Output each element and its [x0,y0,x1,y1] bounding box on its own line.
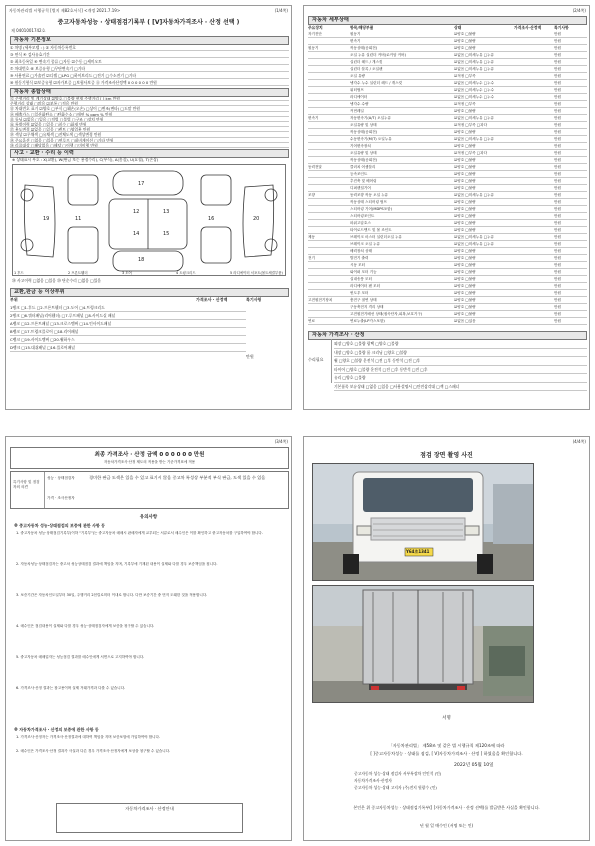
detail-item: 실린더 헤드 / 개스킷 [350,60,383,64]
detail-row [308,31,587,38]
special-notes-label: 특기사항 및 점검자의 의견 [11,472,45,508]
detail-status: ☑양호 □불량 [454,144,476,148]
detail-item: 스티어링조인트 [350,214,375,218]
diagram-part-number: 17 [138,181,145,187]
law-text-2: [ ]중고자동차성능 · 상태를 점검, [ V]자동차가격조사 · 산정 ] 하였음을 확인합니다. [370,751,523,756]
overall-status-row: ⑰ 용도변경 ☑없음 □있음 □렌트 □영업용 만원 [10,127,289,132]
detail-item: 연료누출(LP가스포함) [350,319,385,323]
detail-status: ☑없음 □미세누유 □누유 [454,67,495,71]
detail-item: 라디에이터 [350,95,368,99]
part-legend-item: 1 후드 [14,271,24,275]
detail-row [308,52,587,59]
detail-category: 원동기 [308,46,319,50]
detail-item: 와이퍼 모터 기능 [350,270,377,274]
detail-item: 스티어링 기어(MDPS포함) [350,207,393,211]
detail-unit: 만원 [554,228,561,232]
detail-row [308,290,587,297]
detail-item: 발전기 출력 [350,256,369,260]
detail-unit: 만원 [554,270,561,274]
detail-item: 라디에이터 팬 모터 [350,284,381,288]
notice-head: ※ 중고자동차 성능·상태점검의 보증에 관한 사항 등 [14,523,106,528]
part-legend-item: 3 도어 [122,271,132,275]
detail-unit: 만원 [554,305,561,309]
detail-status: ☑양호 □불량 [454,263,476,267]
assessment-guide-box [56,803,243,833]
truck-front-svg [313,464,533,580]
detail-unit: 만원 [554,53,561,57]
exchange-column-header: 부위 [10,297,18,302]
detail-status: ☑양호 □불량 [454,228,476,232]
detail-row [308,80,587,87]
detail-row [308,38,587,45]
overall-status-row: ⑭ 배출가스 □일산화탄소 □탄화수소 □매연 % ppm % 만원 [10,112,289,117]
detail-status: ☑양호 □불량 [454,270,476,274]
detail-item: 오일유량 및 상태 [350,123,377,127]
detail-status: ☑양호 □불량 [454,109,476,113]
notice-paragraph: 4. 매수인은 점검내용이 실제와 다를 경우 성능·상태점검자에게 보증을 청구할 수 있습니다. [16,624,155,628]
page-4 [303,436,590,841]
detail-row [308,45,587,52]
detail-row [308,101,587,108]
detail-unit: 만원 [554,193,561,197]
detail-row [308,108,587,115]
detail-item: 파워고압호스 [350,221,371,225]
detail-unit: 만원 [554,179,561,183]
basic-info-row: ⑨ 사용연료 □가솔린 ☑디젤 □LPG □하이브리드 □전기 □수소전기 □기타 [10,72,289,79]
detail-row [308,269,587,276]
detail-status: ☑없음 □미세누수 □누수 [454,88,495,92]
repair-row: 외장 □양호 □불량 광택 □양호 □불량 [334,340,587,349]
detail-status: ☑양호 □불량 [454,249,476,253]
repair-group-label: 수리필요 [308,339,332,383]
detail-row [308,129,587,136]
issue-date: 2022년 05월 10일 [454,763,494,768]
detail-category: 전기 [308,256,315,260]
detail-status: ☑양호 □불량 [454,165,476,169]
final-price: 최종 가격조사 · 산정 금액 0 0 0 0 0 0 만원 [94,452,205,458]
detail-unit: 만원 [554,207,561,211]
notice-paragraph: 2. 자동차성능·상태점검자는 중고차 성능상태점검 결과에 책임을 지며, 기록부에 기재된 내용이 실제와 다를 경우 보증책임을 집니다. [16,562,218,566]
overall-status-row: ⑮ 튜닝 ☑없음 □있음 □적법 □불법 □구조 □장치 만원 [10,117,289,122]
detail-status: ☑없음 □미세누유 □누유 [454,137,495,141]
repair-row: 기본품목 보유상태 □없음 □있음 □사용설명서 □안전삼각대 □잭 □스패너 [334,383,587,392]
detail-item: 추진축 및 베어링 [350,179,377,183]
exchange-row: D랭크 □15.대쉬패널 □16.플로어패널 [10,344,246,352]
detail-item: 실린더 블록 / 오일팬 [350,67,383,71]
detail-unit: 만원 [554,221,561,225]
detail-item: 작동상태 스티어링 펌프 [350,200,387,204]
basic-info-row: ⑦ 차대번호 ⑧ 보증유형 □무단변속기 □기타 [10,65,289,72]
basic-info-row: ⑤ 최초등록일 ⑥ 변속기 종류 □자동 ☑수동 □세미오토 [10,58,289,65]
detail-item: 냉각수 누수 실린더 헤드 / 개스킷 [350,81,403,85]
detail-status: ☑양호 □불량 [454,256,476,260]
photo-title: 점검 장면 촬영 사진 [420,452,473,459]
exchange-total-unit: 만원 [246,354,254,359]
detail-item: 자동변속기(A/T) 오일누유 [350,116,392,120]
detail-row [308,94,587,101]
detail-status: ☑양호 □불량 [454,39,476,43]
detail-status: ☑없음 □미세누유 □누유 [454,116,495,120]
detail-column-header: 가격조사·산정액 [514,25,542,30]
detail-status: ☑적정 □부족 [454,74,476,78]
detail-row [308,150,587,157]
detail-item: 오일 유량 [350,74,366,78]
detail-unit: 만원 [554,116,561,120]
detail-unit: 만원 [554,88,561,92]
detail-unit: 만원 [554,137,561,141]
detail-unit: 만원 [554,158,561,162]
detail-category: 고전원전기장치 [308,298,333,302]
detail-unit: 만원 [554,263,561,267]
detail-category: 제동 [308,235,315,239]
final-price-sub: 자동차가격조사·산정 제도의 적용을 받는 기준가격표에 적용 [103,460,196,464]
detail-row [308,59,587,66]
detail-category: 자기진단 [308,32,322,36]
detail-row [308,248,587,255]
detail-category: 조향 [308,193,315,197]
detail-row [308,276,587,283]
detail-unit: 만원 [554,186,561,190]
detail-status: ☑양호 □불량 [454,284,476,288]
section-price-assessment: 자동차 가격조사 · 산정 [308,331,587,340]
detail-row [308,227,587,234]
overall-status-row: ⑱ 색상 ☑무채색 □유채색 □전체도색 □색상변경 만원 [10,132,289,137]
detail-row [308,234,587,241]
detail-status: ☑양호 □불량 [454,46,476,50]
detail-row [308,318,587,325]
notice-paragraph: 3. 보증기간은 자동차인도일부터 30일, 주행거리 2천킬로미터 이내로 합니다. 다만 보증기간 중 먼저 도래한 것을 적용합니다. [16,593,208,597]
detail-row [308,164,587,171]
exchange-row: 2랭크 □6.쿼터패널(리어휀더) □7.루프패널 □8.사이드실 패널 [10,312,246,320]
diagram-part-number: 12 [133,209,140,215]
detail-column-header: 상태 [454,25,462,30]
detail-item: 등속조인트 [350,172,368,176]
page-number: (3/4쪽) [274,439,288,444]
detail-item: 수동변속기(M/T) 오일누유 [350,137,392,141]
signer-inspector: 중고자동차 성능·상태 점검자 서부특장차 인인석 (인) [354,771,442,776]
detail-row [308,122,587,129]
detail-status: ☑양호 □불량 [454,305,476,309]
detail-status: ☑양호 □불량 [454,172,476,176]
notice-paragraph: 5. 중고자동차 매매업자는 성능점검 결과를 매수인에게 서면으로 고지하여야 합니다. [16,655,145,659]
repair-row: 유리 □양호 □불량 [334,374,587,383]
inspector-label: 성능 · 상태점검자 [47,476,75,480]
page-number: (4/4쪽) [572,439,586,444]
section-accident-history: 사고 · 교환 · 수리 등 이력 [10,149,289,158]
section-overall-status: 자동차 종합상태 [10,88,289,97]
detail-row [308,255,587,262]
detail-unit: 만원 [554,60,561,64]
detail-item: 오일 누유 실린더 커버(로커암 커버) [350,53,406,57]
detail-status: ☑없음 □미세누유 □누유 [454,60,495,64]
detail-unit: 만원 [554,123,561,127]
section-detail-status: 자동차 세부상태 [308,16,587,25]
section-exchange: 교환,판금 등 이상부위 [10,288,289,297]
detail-status: ☑없음 □미세누유 □누유 [454,235,495,239]
detail-row [308,311,587,318]
truck-rear-svg [313,586,533,702]
detail-row [308,220,587,227]
detail-category: 동력전달 [308,165,322,169]
detail-item: 실내송풍 모터 [350,277,372,281]
diagram-part-number: 11 [75,216,82,222]
page-2 [303,5,590,410]
buyer-signature-line: 년 월 일 매수인 (서명 또는 인) [419,823,474,828]
repair-row: 휠 □양호 □불량 운전석 □전 □후 동반석 □전 □후 [334,357,587,366]
detail-status: ☑양호 □불량 [454,291,476,295]
detail-row [308,185,587,192]
diagram-part-number: 19 [43,216,50,222]
detail-status: ☑양호 □불량 [454,277,476,281]
signer-assessor: 자동차가격조사·산정자 [354,778,392,783]
form-title: 중고자동차성능 · 상태점검기록부 ( [V]자동차가격조사 · 산정 선택 ) [57,19,240,26]
detail-item: 냉각수 수량 [350,102,369,106]
car-outline-svg [13,165,285,275]
page-number: (2/4쪽) [572,8,586,13]
detail-status: ☑양호 □불량 [454,221,476,225]
detail-status: ☑양호 □불량 [454,298,476,302]
car-diagram [12,164,286,276]
detail-status: ☑양호 □불량 [454,186,476,190]
detail-row [308,157,587,164]
diagram-part-number: 16 [208,216,215,222]
detail-unit: 만원 [554,95,561,99]
detail-unit: 만원 [554,319,561,323]
notice-paragraph: 6. 가격조사·산정 결과는 참고용이며 실제 거래가격과 다를 수 있습니다. [16,686,126,690]
basic-info-row: ① 차명 (세부모델 : ) ② 자동차등록번호 [10,44,289,51]
overall-status-row: ⑳ 리콜대상 □해당없음 □해당 □이행 □미이행 만원 [10,143,289,148]
detail-unit: 만원 [554,249,561,253]
detail-status: ☑적정 □부족 [454,102,476,106]
detail-item: 시동 모터 [350,263,366,267]
detail-unit: 만원 [554,81,561,85]
detail-row [308,171,587,178]
detail-row [308,73,587,80]
detail-item: 워터펌프 [350,88,364,92]
detail-unit: 만원 [554,130,561,134]
detail-unit: 만원 [554,291,561,295]
detail-status: ☑없음 □미세누수 □누수 [454,81,495,85]
detail-row [308,66,587,73]
detail-row [308,283,587,290]
assessor-label: 가격 · 조사산정자 [47,496,75,500]
detail-unit: 만원 [554,74,561,78]
basic-info-row: ⑩ 원동기형식 ☑보증유형 ☑자가보증 □보험사보증 ⑪ 가격조사산정액 0 0 0 0 0 0 만원 [10,79,289,86]
detail-unit: 만원 [554,151,561,155]
accident-note: ※ 상태표시 부호 : X(교환), W(판금 또는 용접수리), C(부식), A(흠집), U(요철), T(손상) [12,157,159,162]
accident-summary: ⑳ 사고이력 □없음 □있음 ⑳ 단순수리 □없음 □있음 [12,278,102,283]
detail-unit: 만원 [554,298,561,302]
detail-status: ☑없음 □미세누유 □누유 [454,53,495,57]
final-price-box [10,447,289,469]
exchange-column-header: 가격조사 · 산정액 [196,297,228,302]
overall-status-row: ⑬ 차대번호 표기 ☑양호 □부식 □훼손(오손) □상이 □변조(변타) □도말 만원 [10,106,289,111]
signature-label: 서명 [442,716,451,721]
detail-row [308,297,587,304]
detail-unit: 만원 [554,277,561,281]
detail-status: ☑없음 □미세누수 □누수 [454,95,495,99]
page-1 [5,5,292,410]
overall-status-row: ⑯ 특별이력 ☑없음 □있음 □침수 □화재 만원 [10,122,289,127]
detail-row [308,262,587,269]
detail-row [308,241,587,248]
assess-paragraph: 1. 가격조사·산정자는 가격조사·산정결과에 대하여 책임을 지며 보증보험에 가입하여야 합니다. [16,735,161,739]
overall-status-row: 주행거리 상태 □많음 ☑보통 □적음 만원 [10,101,289,106]
assess-paragraph: 2. 매수인은 가격조사·산정 결과가 사실과 다른 경우 가격조사·산정자에게 보상을 청구할 수 있습니다. [16,749,171,753]
detail-status: ☑양호 □불량 [454,200,476,204]
exchange-row: 1랭크 □1.후드 □2.프론트휀더 □3.도어 □4.트렁크리드 [10,304,246,312]
detail-row [308,213,587,220]
detail-item: 작동상태(공회전) [350,158,378,162]
detail-unit: 만원 [554,102,561,106]
detail-unit: 만원 [554,312,561,316]
detail-unit: 만원 [554,46,561,50]
detail-row [308,192,587,199]
detail-status: ☑양호 □불량 [454,179,476,183]
inspector-opinion: 경미한 판금 도색은 있을 수 있고 표기시 않음 중고차 특성상 부분적 부식 판금, 도색 있을 수 있음 [89,475,266,480]
detail-status: ☑적정 □부족 □과다 [454,151,488,155]
detail-item: 변속기 [350,39,361,43]
detail-unit: 만원 [554,200,561,204]
page-number: (1/4쪽) [274,8,288,13]
diagram-part-number: 13 [163,209,170,215]
detail-category: 변속기 [308,116,319,120]
page-3 [5,436,292,841]
repair-row: 타이어 □양호 □불량 운전석 □전 □후 동반석 □전 □후 [334,366,587,375]
truck-front-photo [312,463,534,581]
receipt-notice: 본인은 위 중고자동차성능 · 상태점검기록부([ ]자동차가격조사 · 산정 선택)를 발급받은 사실을 확인합니다. [353,805,540,810]
detail-status: ☑양호 □불량 [454,130,476,134]
detail-category: 연료 [308,319,315,323]
part-legend-item: 5 라디에이터 서포트(볼트체결부품) [230,271,283,275]
detail-row [308,178,587,185]
detail-item: 동력조향 작동 오일 누유 [350,193,389,197]
section-basic-info: 자동차 기본정보 [10,36,289,45]
detail-row [308,199,587,206]
exchange-row: A랭크 □12.프론트패널 □13.크로스멤버 □14.인사이드패널 [10,320,246,328]
basic-info-row: ③ 연식 ④ 검사유효기간 [10,51,289,58]
detail-row [308,206,587,213]
detail-item: 브레이크 마스터 실린더오일 누유 [350,235,403,239]
detail-row [308,115,587,122]
detail-item: 브레이크 오일 누유 [350,242,381,246]
part-legend-item: 4 트렁크리드 [176,271,196,275]
exchange-column-header: 특기사항 [246,297,262,302]
detail-item: 작동상태(공회전) [350,46,378,50]
detail-status: ☑양호 □불량 [454,214,476,218]
law-text: 「자동차관리법」 제58조 및 같은 법 시행규칙 제120조에 따라 [388,743,505,748]
assessment-guide-label: 자동차가격조사 · 산정안내 [125,806,174,811]
detail-item: 디퍼렌셜기어 [350,186,371,190]
detail-status: ☑양호 □불량 [454,207,476,211]
signer-notifier: 중고자동차 성능·상태 고지자 (주)전지 원광수 (인) [354,785,437,790]
detail-unit: 만원 [554,242,561,246]
detail-unit: 만원 [554,235,561,239]
detail-row [308,304,587,311]
detail-column-header: 항목/해당부품 [350,25,374,30]
detail-item: 오일유량 및 상태 [350,151,377,155]
detail-item: 작동상태(공회전) [350,130,378,134]
detail-unit: 만원 [554,214,561,218]
form-header: 자동차관리법 시행규칙 [별지 제82호서식] <개정 2021.7.19> [9,8,121,13]
detail-item: 배력장치 상태 [350,249,372,253]
truck-rear-photo [312,585,534,703]
detail-unit: 만원 [554,284,561,288]
diagram-part-number: 20 [253,216,260,222]
detail-unit: 만원 [554,172,561,176]
detail-item: 윈도우 모터 [350,291,369,295]
detail-unit: 만원 [554,67,561,71]
repair-row: 내장 □양호 □불량 룸 크리닝 □양호 □불량 [334,349,587,358]
exchange-row: C랭크 □19.사이드멤버 □20.휠하우스 [10,336,246,344]
detail-row [308,136,587,143]
detail-item: 구동축전지 격리 상태 [350,305,384,309]
diagram-part-number: 15 [163,231,170,237]
detail-unit: 만원 [554,256,561,260]
diagram-part-number: 18 [138,257,145,263]
notice-title: 유의사항 [139,515,158,520]
detail-item: 충전구 절연 상태 [350,298,377,302]
detail-item: 커먼레일 [350,109,364,113]
detail-status: ☑없음 □미세누유 □누유 [454,242,495,246]
document-number: 제 0401001742호 [11,28,46,33]
detail-item: 타이로드엔드 및 볼 조인트 [350,228,392,232]
detail-status: ☑양호 □불량 [454,158,476,162]
detail-unit: 만원 [554,144,561,148]
detail-status: ☑양호 □불량 [454,32,476,36]
detail-item: 기어변속장치 [350,144,371,148]
license-plate: Y64흐1341 [406,549,430,554]
detail-item: 고전원전기배선 상태(접속단자,피복,보호기구) [350,312,423,316]
diagram-part-number: 14 [133,231,140,237]
assess-head: ※ 자동차가격조사 · 산정의 보증에 관한 사항 등 [14,727,99,732]
detail-status: ☑양호 □불량 [454,312,476,316]
detail-item: 원동기 [350,32,361,36]
overall-status-row: ⑫ 주행거리 및 계기상태 ☑양호 □불량 현재 주행거리 [ ] km 만원 [10,96,289,101]
special-notes-box [10,471,289,509]
part-legend-item: 2 프론트휀더 [68,271,88,275]
detail-column-header: 주요장치 [308,25,323,30]
detail-unit: 만원 [554,165,561,169]
detail-unit: 만원 [554,39,561,43]
detail-row [308,87,587,94]
detail-item: 클러치 어셈블리 [350,165,376,169]
detail-status: ☑적정 □부족 □과다 [454,123,488,127]
detail-status: ☑없음 □미세누유 □누유 [454,193,495,197]
detail-row [308,143,587,150]
detail-status: ☑없음 □있음 [454,319,476,323]
detail-unit: 만원 [554,32,561,36]
detail-column-header: 특기사항 [554,25,569,30]
overall-status-row: ⑲ 주요옵션 □없음 □있음 □썬루프 □네비게이션 □기타 만원 [10,138,289,143]
exchange-row: B랭크 □17.트렁크플로어 □18.리어패널 [10,328,246,336]
detail-unit: 만원 [554,109,561,113]
notice-paragraph: 1. 중고자동차 성능·상태점검기록부(이하 "기록부")는 중고자동차 매매시 판매자에게 교부되는 서류로서 매수인은 이를 확인하고 중고자동차를 구입하여야 합니다. [16,531,263,535]
